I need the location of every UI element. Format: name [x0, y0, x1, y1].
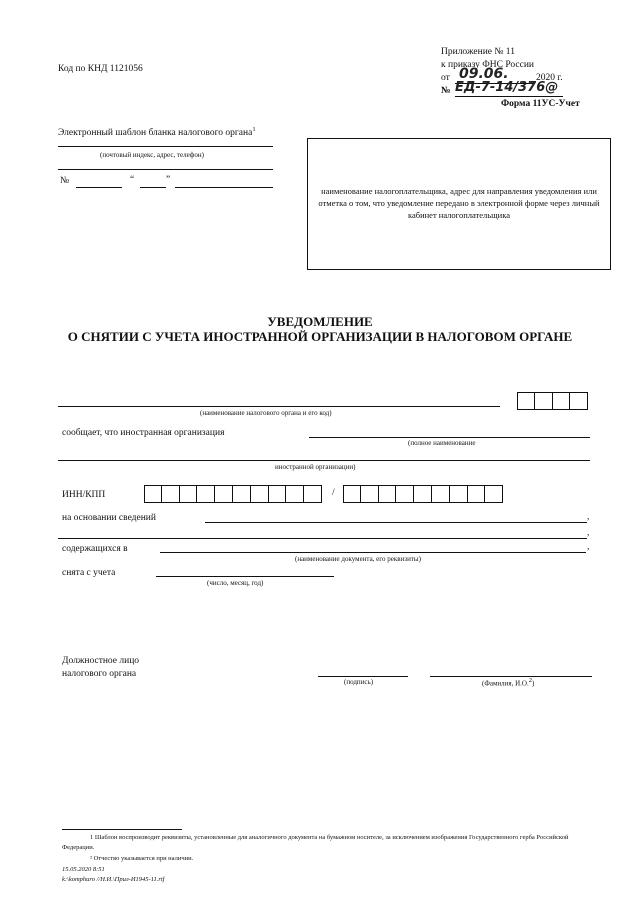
contained-label: содержащихся в	[62, 544, 128, 554]
sender-line-1	[58, 146, 273, 147]
inn-cell	[197, 485, 215, 503]
order-date-prefix: от	[441, 73, 450, 83]
inn-cell	[144, 485, 162, 503]
kpp-boxes	[343, 485, 503, 503]
signature-caption: (подпись)	[344, 678, 374, 686]
address-caption: (почтовый индекс, адрес, телефон)	[100, 151, 204, 159]
signature-line	[318, 676, 408, 677]
org-name-line-1	[309, 437, 590, 438]
removed-label: снята с учета	[62, 568, 116, 578]
order-number-handwritten: ЕД-7-14/376@	[455, 80, 559, 95]
order-number-line	[455, 96, 563, 97]
footnote-1: 1 Шаблон воспроизводит реквизиты, установленные для аналогичного документа на бумажном носителе, за исключением изображения Государственного герба Российской Федерации.	[62, 834, 569, 851]
kpp-cell	[361, 485, 379, 503]
kpp-cell	[396, 485, 414, 503]
tax-authority-caption: (наименование налогового органа и его код)	[200, 409, 332, 417]
kpp-cell	[485, 485, 503, 503]
sender-quote-open: “	[130, 175, 135, 185]
kpp-cell	[432, 485, 450, 503]
inn-cell	[269, 485, 287, 503]
org-caption: иностранной организации)	[275, 463, 356, 471]
doc-caption: (наименование документа, его реквизиты)	[295, 555, 421, 563]
order-date-handwritten: 09.06.	[459, 66, 509, 82]
basis-comma-1: ,	[587, 512, 590, 522]
inn-kpp-label: ИНН/КПП	[62, 490, 106, 500]
inn-cell	[304, 485, 322, 503]
name-caption	[482, 677, 534, 687]
appendix-label: Приложение № 11	[441, 47, 515, 57]
basis-line-1	[205, 522, 587, 523]
name-caption-close: )	[531, 679, 535, 688]
kpp-cell	[414, 485, 432, 503]
sender-date-line	[175, 187, 273, 188]
inn-cell	[215, 485, 233, 503]
name-caption-text: (Фамилия, И.О.	[482, 679, 529, 688]
tax-authority-line	[58, 406, 500, 407]
form-name: Форма 11УС-Учет	[501, 99, 580, 109]
document-title-line1: УВЕДОМЛЕНИЕ	[267, 314, 373, 329]
document-title-line2: О СНЯТИИ С УЧЕТА ИНОСТРАННОЙ ОРГАНИЗАЦИИ В НАЛОГОВОМ ОРГАНЕ	[67, 329, 573, 344]
org-name-line-2	[58, 460, 590, 461]
kpp-cell	[468, 485, 486, 503]
recipient-box	[307, 138, 611, 270]
order-number-prefix: №	[441, 86, 451, 96]
sender-day-line	[140, 187, 166, 188]
reports-label: сообщает, что иностранная организация	[62, 428, 225, 438]
footnote-2: ² Отчество указывается при наличии.	[90, 855, 194, 862]
code-cell	[570, 392, 588, 410]
order-date-year: 2020 г.	[536, 73, 563, 83]
name-footnote-mark: 2	[528, 677, 532, 684]
code-cell	[535, 392, 553, 410]
official-label-line2: налогового органа	[62, 669, 137, 679]
full-name-caption: (полное наименование	[408, 439, 476, 447]
contained-line	[160, 552, 586, 553]
footnote-separator	[62, 829, 182, 830]
sender-quote-close: ”	[166, 175, 171, 185]
kpp-cell	[379, 485, 397, 503]
template-footnote-mark: 1	[252, 126, 256, 133]
tax-authority-code-boxes	[517, 392, 588, 410]
inn-cell	[162, 485, 180, 503]
inn-kpp-slash: /	[332, 488, 335, 498]
basis-comma-2: ,	[587, 528, 590, 538]
official-label-line1: Должностное лицо	[62, 656, 140, 666]
knd-code: Код по КНД 1121056	[58, 64, 143, 74]
contained-comma: ,	[587, 542, 590, 552]
template-label-text: Электронный шаблон бланка налогового органа	[58, 128, 253, 139]
code-cell	[553, 392, 571, 410]
inn-cell	[180, 485, 198, 503]
date-caption: (число, месяц, год)	[207, 579, 264, 587]
inn-boxes	[144, 485, 322, 503]
file-meta-date: 15.05.2020 8:51	[62, 866, 105, 873]
basis-label: на основании сведений	[62, 513, 156, 523]
order-label: к приказу ФНС России	[441, 60, 534, 70]
recipient-box-text: наименование налогоплательщика, адрес для направления уведомления или отметка о том, что уведомление передано в электронной форме через личный кабинет налогоплательщика	[318, 186, 600, 220]
template-label	[58, 126, 256, 138]
sender-number-line	[76, 187, 122, 188]
file-meta-path: k:\komphuro //Н.И.\Прил-И1945-11.rtf	[62, 876, 165, 883]
inn-cell	[286, 485, 304, 503]
inn-cell	[233, 485, 251, 503]
removed-date-line	[156, 576, 334, 577]
sender-line-2	[58, 169, 273, 170]
kpp-cell	[343, 485, 361, 503]
sender-number-sign: №	[60, 176, 70, 186]
code-cell	[517, 392, 535, 410]
inn-cell	[251, 485, 269, 503]
kpp-cell	[450, 485, 468, 503]
basis-line-2	[58, 538, 587, 539]
